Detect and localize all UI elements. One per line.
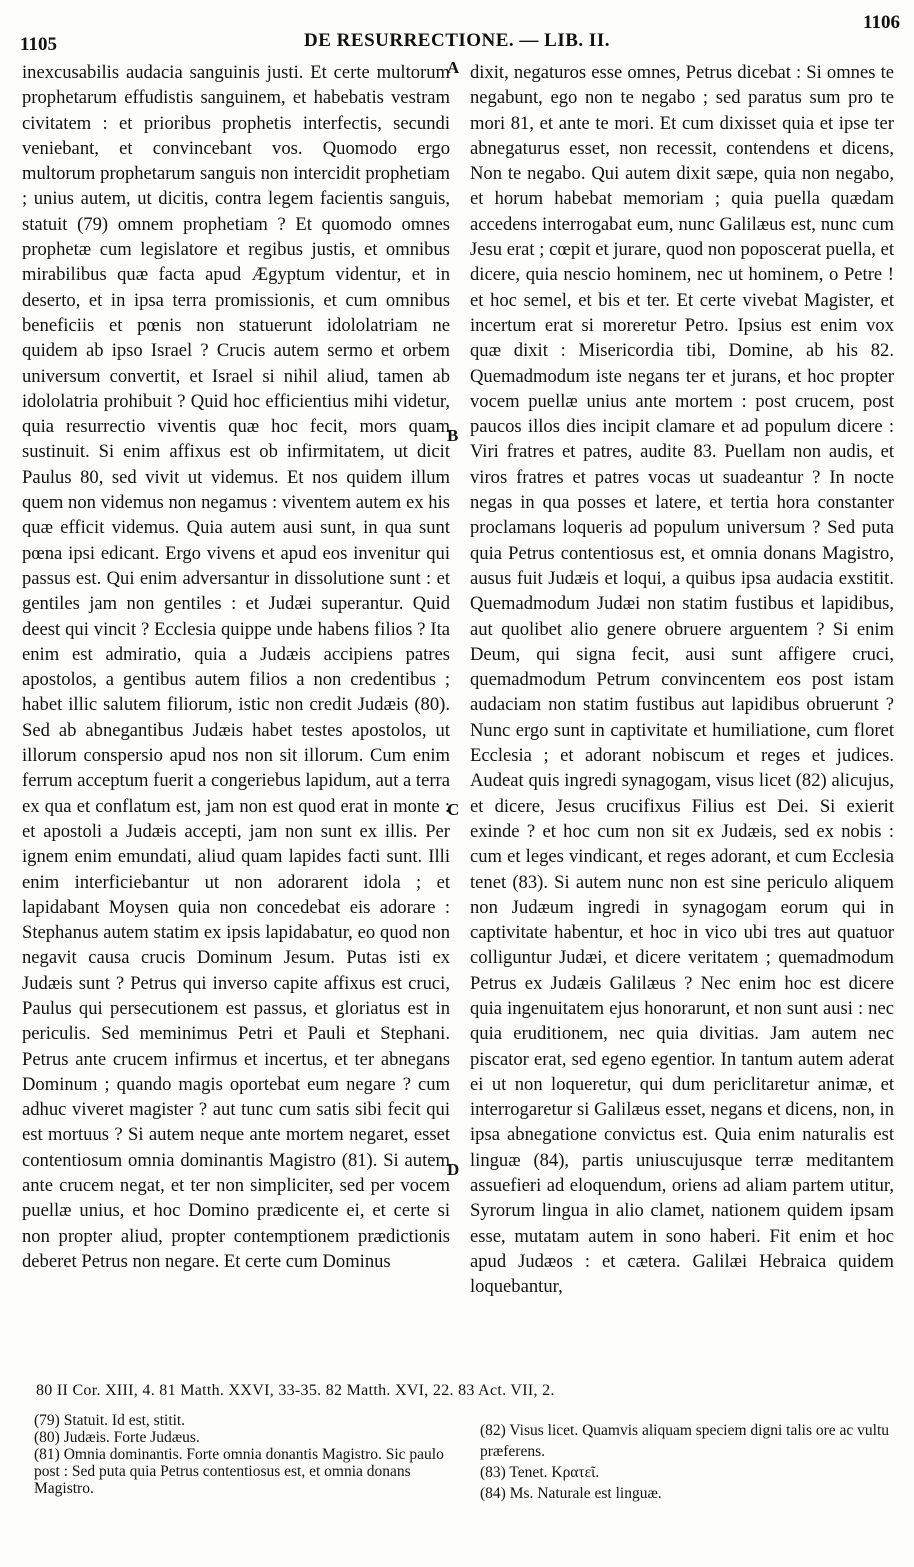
note-83: (83) Tenet. Κρατεῖ. [480, 1464, 600, 1481]
margin-marker-c: C [447, 800, 460, 819]
right-column-text: dixit, negaturos esse omnes, Petrus dicebat : Si omnes te negabunt, ego non te negabo ; sed paratus sum pro te mori 81, et ante te mori. Et cum dixisset quia et ipse ter abnegaturus esset, non recessit, contendens et dicens, Non te negabo. Qui autem dixit sæpe, quia non negabo, et horum habebat memoriam ; quia puella quædam accedens interrogabat eum, nunc Galilæus est, nunc cum Jesu erat ; cœpit et jurare, quod non poposcerat puella, et dicere, quia nescio hominem, nec ut hominem, o Petre ! et hoc semel, et bis et ter. Et certe vivebat Magister, et incertum erat si moreretur Petro. Ipsius est enim vox quæ dixit : Misericordia tibi, Domine, ab his 82. Quemadmodum iste negans ter et jurans, et hoc propter vocem puellæ unius ante mortem : post crucem, post paucos illos dies incipit clamare et ad populum dicere : Viri fratres et patres, audite 83. Puellam non audis, et viros fratres et patres vocas ut suadeantur ? In nocte negas in qua posses et latere, et tertia hora constanter proclamans loqueris ad populum universum ? Sed puta quia Petrus contentiosus est, et omnia donans Magistro, ausus fuit Judæis et loqui, a quibus ipsa audacia exstitit. Quemadmodum Judæi non statim fustibus et lapidibus, aut quolibet alio genere obruere arguentem ? Si enim Deum, qui signa fecit, ausi sunt affigere cruci, quemadmodum Petrum convincentem eos post istam audaciam non statim fustibus aut lapidibus obruerunt ? Nunc ergo sunt in captivitate et humiliatione, cum floret Ecclesia ; et adorant nobiscum et reges et judices. Audeat quis ingredi synagogam, visus licet (82) alicujus, et dicere, Jesus crucifixus Filius est Dei. Si exierit exinde ? et hoc cum non sit ex Judæis, sed ex nobis : cum et leges vindicant, et reges adorant, et cum Ecclesia tenet (83). Si autem nunc non est sine periculo aliquem non Judæum ingredi in synagogam eorum qui in captivitate habentur, et hoc in vico ubi tres aut quatuor colliguntur Judæi, et dicere veritatem ; quemadmodum Petrus ex Judæis Galilæus ? Nec enim hoc est dicere quia ingenuitatem ejus honorarunt, et non sunt ausi : nec quia eruditionem, nec quia divitias. Jam autem nec piscator erat, sed egeno egentior. In tantum autem aderat ei ut non loqueretur, qui dum periclitaretur animæ, et interrogaretur si Galilæus esset, negans et dicens, non, in ipsa abnegatione convictus est. Quia enim naturalis est linguæ (84), partis uniuscujusque terræ meditantem assuefieri ad eloquendum, oriens ad aliam partem utitur, Syrorum lingua in alio clamet, nationem quidem ipsam esse, mutatam autem in sono haberi. Fit enim et hoc apud Judæos : et cætera. Galilæi Hebraica quidem loquebantur, [470, 62, 894, 1298]
page-number-left: 1105 [20, 34, 57, 55]
note-79: (79) Statuit. Id est, stitit. [34, 1412, 186, 1429]
note-81: (81) Omnia dominantis. Forte omnia donantis Magistro. Sic paulo post : Sed puta quia Petrus contentiosus est, et omnia donans Magistro. [34, 1446, 444, 1497]
editor-notes-right [480, 1420, 900, 1504]
left-column-text: inexcusabilis audacia sanguinis justi. Et certe multorum prophetarum effudistis sanguinem, et habebatis vestram civitatem : et prioribus prophetis interfectis, secundi veniebant, et convincebant vos. Quomodo ergo multorum prophetarum sanguis non intercidit prophetiam ; unius autem, ut dicitis, contra legem facientis sanguis, statuit (79) omnem prophetiam ? Et quomodo omnes prophetæ cum legislatore et regibus justis, et omnibus mirabilibus quæ facta apud Ægyptum videntur, et in deserto, et in ipsa terra promissionis, et cum omnibus beneficiis et pœnis non statuerunt idololatriam ne quidem ab ipso Israel ? Crucis autem sermo et orbem universum convertit, et Israel si nihil aliud, tamen ab idololatria prohibuit ? Quid hoc efficientius mihi videtur, quia resurrectio viventis quæ hoc fecit, mors quam sustinuit. Si enim affixus est ob infirmitatem, ut dicit Paulus 80, sed vivit ut videmus. Et nos quidem illum quem non videmus non negamus : viventem autem ex his quæ efficit videmus. Quia autem ausi sunt, in qua sunt pœna ipsi edicant. Ergo vivens et apud eos invenitur qui passus est. Qui enim adversantur in dissolutione sunt : et gentiles jam non gentiles : et Judæi superantur. Quid deest qui vincit ? Ecclesia quippe unde habens filios ? Ita enim est admiratio, quia a Judæis accipiens patres apostolos, a gentibus autem filios a non credentibus ; habet illic salutem filiorum, istic non credit Judæis (80). Sed ab abnegantibus Judæis habet testes apostolos, ut illorum conspersio apud nos non sit illorum. Cum enim ferrum acceptum fuerit a congeriebus lapidum, aut a terra ex qua et conflatum est, jam non est quod erat in monte : et apostoli a Judæis accepti, jam non sunt ex illis. Per ignem enim emundati, aliud quam lapides facti sunt. Illi enim interficiebantur ut non adorarent idola ; et lapidabant Moysen quia non concedebat eis adorare : Stephanus autem statim ex ipsis lapidabatur, eo quod non negavit causa crucis Dominum Jesum. Putas isti ex Judæis sunt ? Petrus qui inverso capite affixus est cruci, Paulus qui persecutionem est passus, et gloriatus est in periculis. Sed meminimus Petri et Pauli et Stephani. Petrus ante crucem infirmus et incertus, et ter abnegans Dominum ; quando magis oportebat eum negare ? cum adhuc viveret magister ? aut tunc cum satis sibi fecit qui est mortuus ? Si autem neque ante mortem negaret, esset contentiosum omnia dominantis Magistro (81). Si autem ante crucem negat, et ter non simpliciter, sed per vocem puellæ unius, et hoc Domino prædicente ei, et certe si non propter aliud, propter contemptionem prædictionis deberet Petrus non negare. Et certe cum Dominus [22, 62, 450, 1272]
editor-notes-left [34, 1412, 454, 1497]
scripture-references: 80 II Cor. XIII, 4. 81 Matth. XXVI, 33-35. 82 Matth. XVI, 22. 83 Act. VII, 2. [36, 1382, 555, 1399]
note-80: (80) Judæis. Forte Judæus. [34, 1429, 200, 1446]
margin-marker-d: D [447, 1160, 460, 1179]
running-title: DE RESURRECTIONE. — LIB. II. [304, 30, 610, 51]
note-82: (82) Visus licet. Quamvis aliquam speciem digni talis ore ac vultu præferens. [480, 1422, 890, 1460]
margin-marker-b: B [447, 426, 459, 445]
note-84: (84) Ms. Naturale est linguæ. [480, 1485, 662, 1502]
margin-marker-a: A [447, 58, 460, 77]
page-number-right: 1106 [863, 12, 900, 33]
